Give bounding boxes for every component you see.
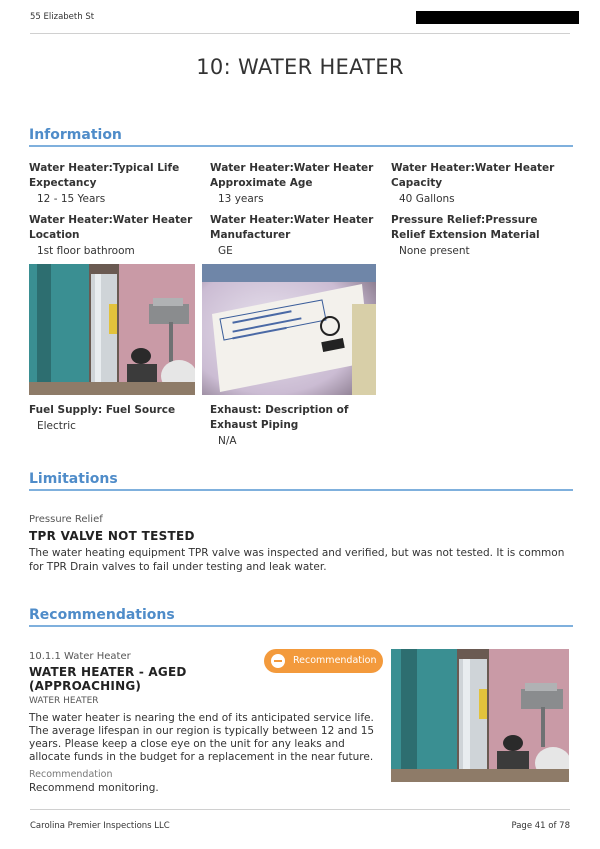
recommendation-action: Recommend monitoring. (29, 782, 159, 794)
info-item-capacity (391, 161, 559, 206)
info-label: Pressure Relief:Pressure Relief Extension Material (391, 214, 540, 241)
info-label: Water Heater:Water Heater Capacity (391, 162, 555, 189)
info-label: Water Heater:Water Heater Approximate Age (210, 162, 374, 189)
recommendation-number: 10.1.1 Water Heater (29, 651, 131, 662)
water-heater-location-photo[interactable] (29, 264, 195, 395)
minus-circle-icon (271, 654, 285, 668)
section-rule (29, 489, 573, 491)
info-value: 13 years (218, 193, 264, 205)
info-value: N/A (218, 435, 237, 447)
info-value: GE (218, 245, 233, 257)
info-label: Fuel Supply: Fuel Source (29, 404, 176, 416)
recommendation-category: WATER HEATER (29, 696, 99, 706)
info-item-life-expectancy (29, 161, 197, 206)
section-title-recommendations: Recommendations (29, 607, 175, 623)
section-title-information: Information (29, 127, 122, 143)
info-value: 1st floor bathroom (37, 245, 135, 257)
badge-label: Recommendation (293, 655, 377, 666)
info-value: None present (399, 245, 470, 257)
info-item-manufacturer (210, 213, 378, 258)
header-address: 55 Elizabeth St (30, 12, 95, 22)
info-label: Exhaust: Description of Exhaust Piping (210, 404, 349, 431)
recommendation-title: WATER HEATER - AGED (APPROACHING) (29, 665, 187, 693)
recommendation-text: The water heater is nearing the end of its anticipated service life. The average lifespan in our region is typically between 12 and 15 years. Please keep a close eye on the unit for any leaks and allocate funds in the budget for a replacement in the near future. (29, 712, 375, 763)
footer-page-number: Page 41 of 78 (511, 821, 570, 831)
info-label: Water Heater:Water Heater Manufacturer (210, 214, 374, 241)
redacted-block (416, 11, 579, 24)
section-rule (29, 145, 573, 147)
manufacturer-label-photo[interactable] (202, 264, 376, 395)
photo-image (202, 264, 376, 395)
limitation-title: TPR VALVE NOT TESTED (29, 529, 195, 543)
recommendation-photo[interactable] (391, 649, 569, 782)
limitation-category: Pressure Relief (29, 514, 103, 525)
info-label: Water Heater:Typical Life Expectancy (29, 162, 180, 189)
photo-image (29, 264, 195, 395)
info-item-fuel-source (29, 403, 197, 433)
info-value: 40 Gallons (399, 193, 455, 205)
info-label: Water Heater:Water Heater Location (29, 214, 193, 241)
footer-company: Carolina Premier Inspections LLC (30, 821, 170, 831)
limitation-text: The water heating equipment TPR valve was inspected and verified, but was not tested. It is common for TPR Drain valves to fail under testing and leak water. (29, 547, 565, 573)
page-title: 10: WATER HEATER (196, 55, 404, 79)
info-value: 12 - 15 Years (37, 193, 106, 205)
section-title-limitations: Limitations (29, 471, 118, 487)
info-item-approximate-age (210, 161, 378, 206)
section-rule (29, 625, 573, 627)
info-item-location (29, 213, 197, 258)
recommendation-badge[interactable] (264, 649, 383, 673)
photo-image (391, 649, 569, 782)
header-divider (30, 33, 570, 34)
recommendation-action-label: Recommendation (29, 769, 113, 780)
info-item-exhaust-piping (210, 403, 378, 448)
footer-divider (30, 809, 570, 810)
info-value: Electric (37, 420, 76, 432)
info-item-extension-material (391, 213, 559, 258)
